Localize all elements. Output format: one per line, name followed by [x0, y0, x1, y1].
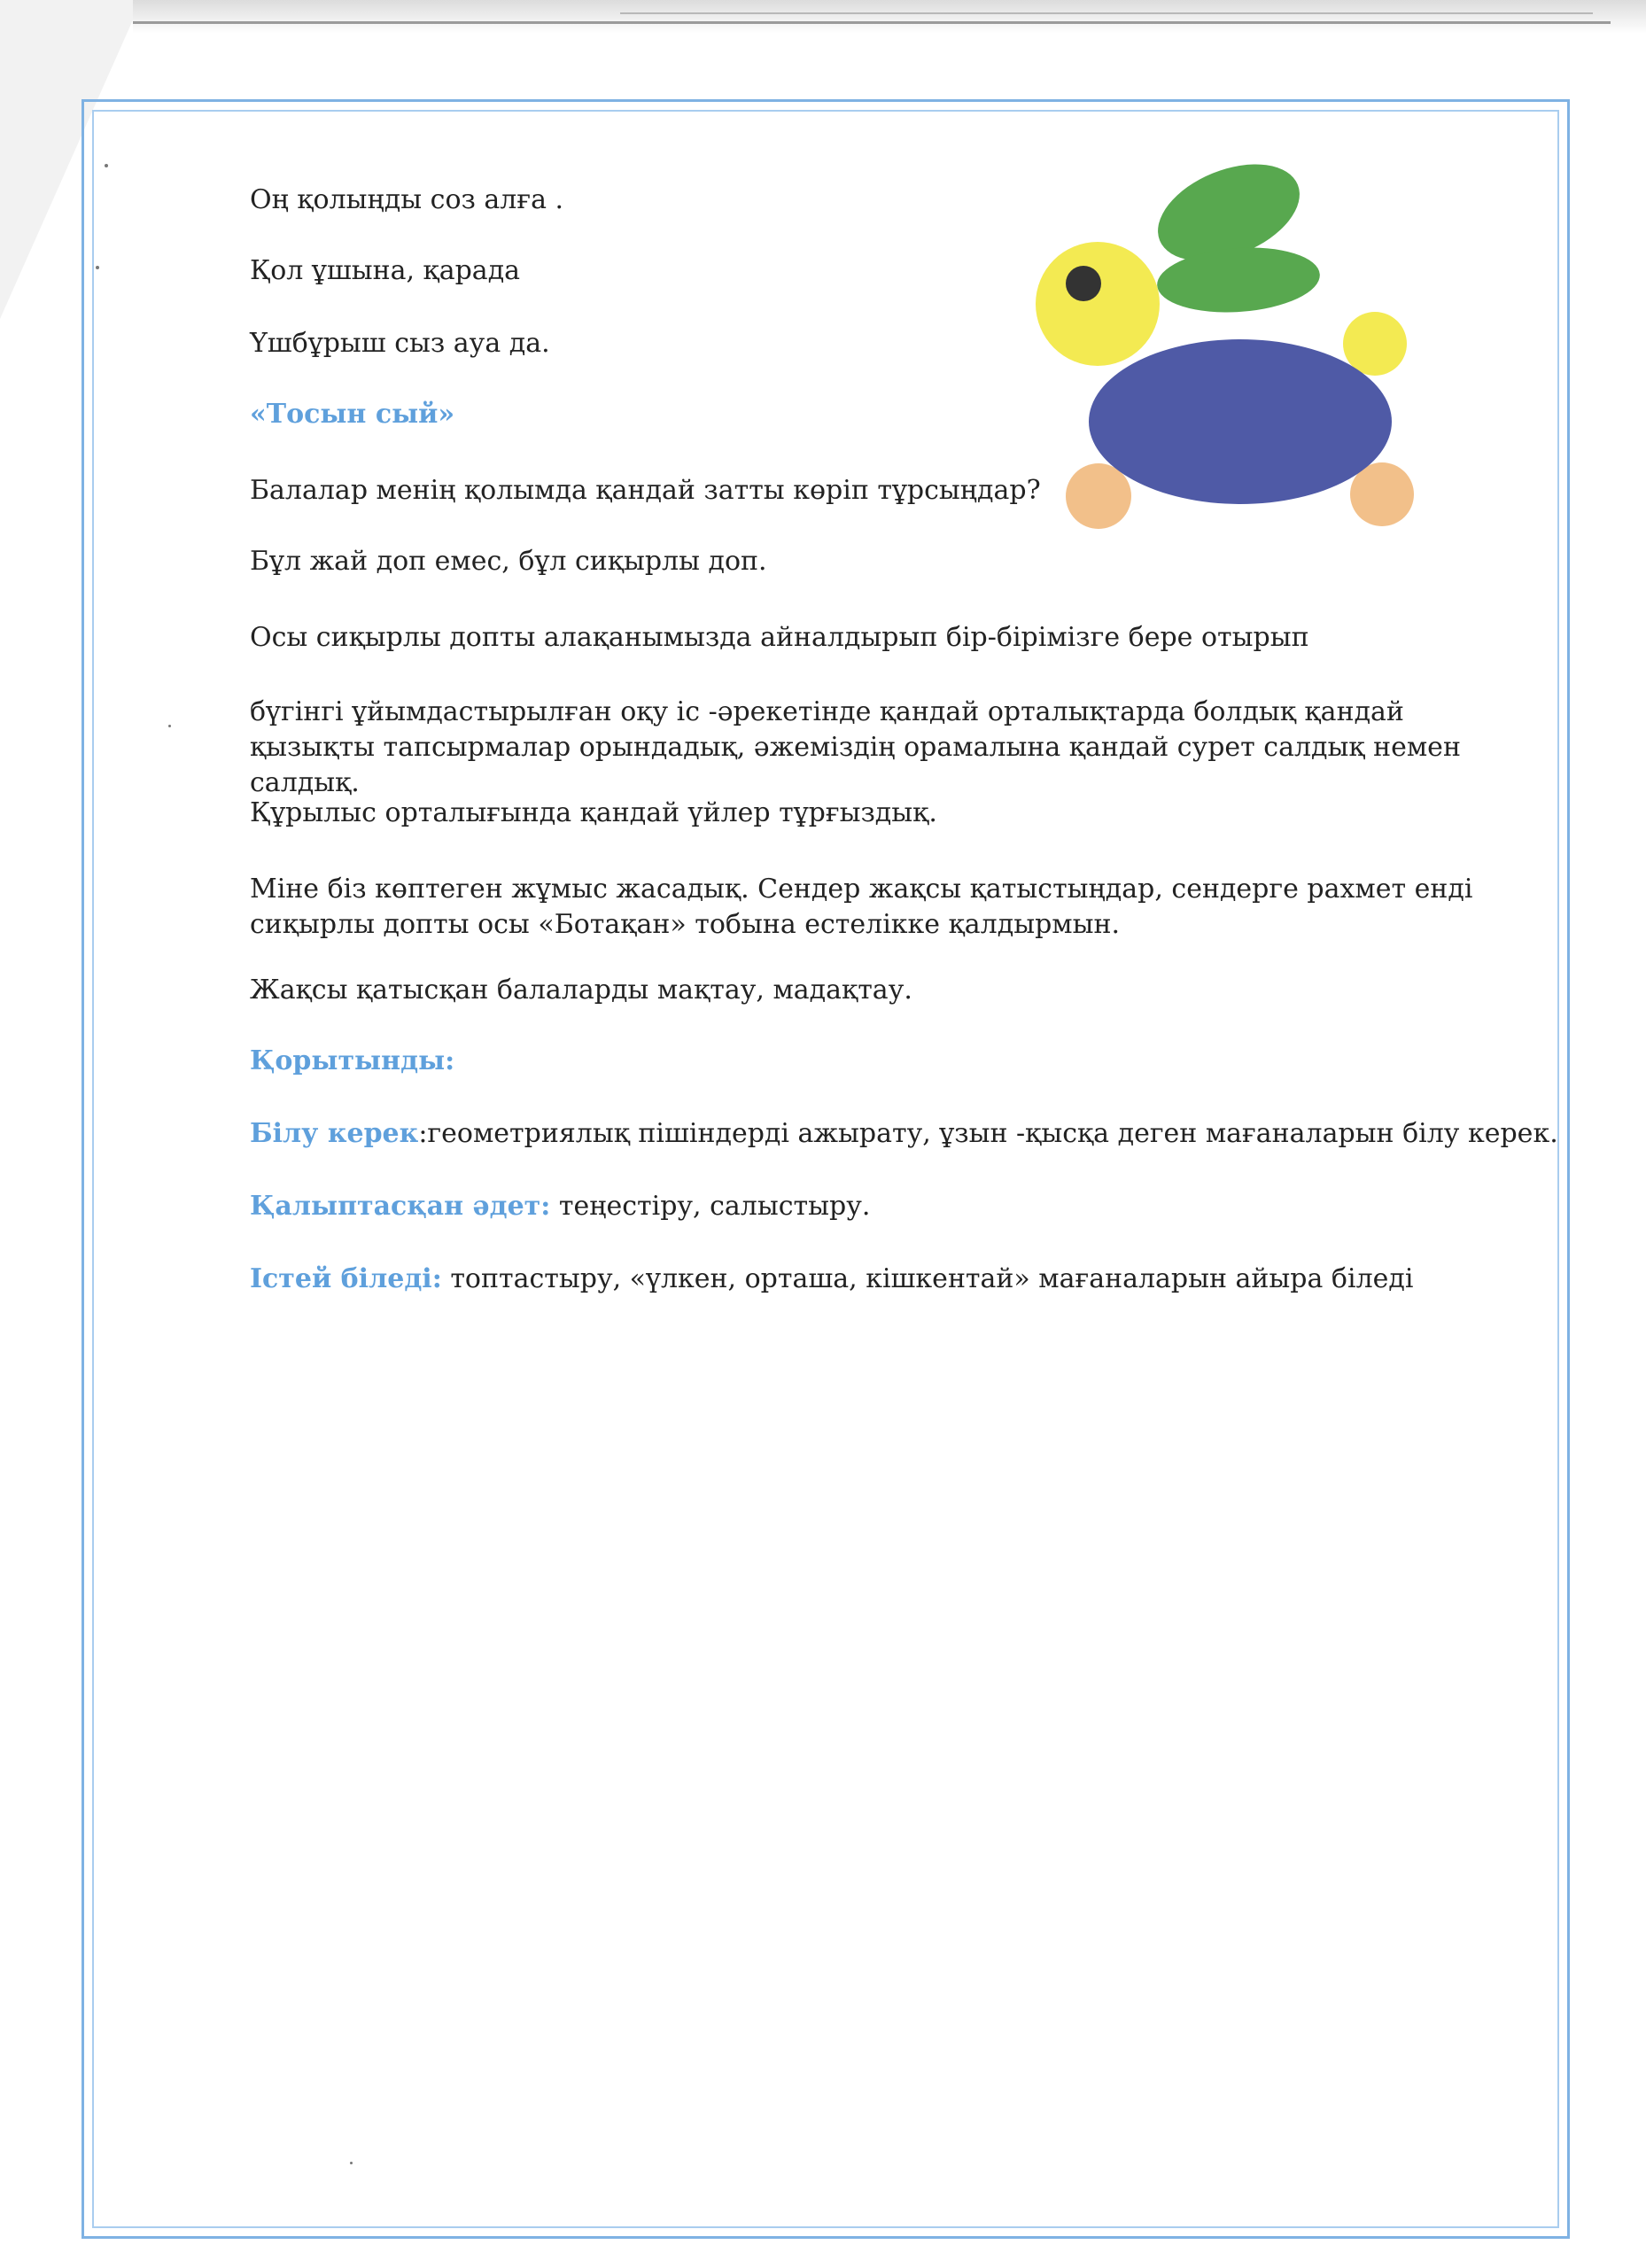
outcome-habit-text: теңестіру, салыстыру. [550, 1191, 871, 1222]
outcome-habit-label: Қалыптасқан әдет: [250, 1191, 551, 1222]
turtle-made-of-geometric-shapes-icon [974, 151, 1435, 540]
paragraph-line-2: Қол ұшына, қарада [250, 255, 521, 286]
outcome-know [250, 1116, 1558, 1152]
scan-top-shadow [133, 0, 1646, 34]
paragraph-line-1: Оң қолыңды соз алға . [250, 184, 564, 215]
turtle-tail [1343, 312, 1407, 376]
outcome-can-label: Істей біледі: [250, 1263, 442, 1294]
paragraph-line-11: Жақсы қатысқан балаларды мақтау, мадақтау. [250, 975, 912, 1006]
paragraph-line-10: Міне біз көптеген жұмыс жасадық. Сендер жақсы қатыстыңдар, сендерге рахмет енді сиқырлы допты осы «Ботақан» тобына естелікке қалдырмын. [250, 874, 1473, 940]
paragraph-line-9: Құрылыс орталығында қандай үйлер тұрғыздық. [250, 797, 937, 828]
paragraph-line-5: Балалар менің қолымда қандай затты көріп тұрсыңдар? [250, 475, 1041, 506]
paragraph-line-6: Бұл жай доп емес, бұл сиқырлы доп. [250, 546, 767, 577]
heading-surprise: «Тосын сый» [250, 399, 455, 430]
turtle-head [1036, 242, 1160, 366]
outcome-can-text: топтастыру, «үлкен, орташа, кішкентай» мағаналарын айыра біледі [441, 1263, 1414, 1294]
turtle-foot-left [1066, 463, 1131, 529]
turtle-eye [1066, 266, 1101, 301]
outcome-know-label: Білу керек [250, 1118, 419, 1149]
outcome-know-text: :геометриялық пішіндерді ажырату, ұзын -қысқа деген мағаналарын білу керек. [418, 1118, 1558, 1149]
paragraph-line-7: Осы сиқырлы допты алақанымызда айналдырып бір-бірімізге бере отырып [250, 622, 1309, 653]
scan-page-edge [133, 21, 1611, 24]
outcome-can [250, 1262, 1413, 1297]
outcome-habit [250, 1189, 870, 1224]
paragraph-line-3: Үшбұрыш сыз ауа да. [250, 328, 550, 359]
heading-conclusion: Қорытынды: [250, 1045, 455, 1076]
turtle-body [1089, 339, 1392, 504]
scan-page-edge-2 [620, 12, 1593, 14]
paragraph-line-8: бүгінгі ұйымдастырылған оқу іс -әрекетінде қандай орталықтарда болдық қандай қызықты тапсырмалар орындадық, әжеміздің орамалына қандай сурет салдық немен салдық. [250, 696, 1461, 798]
